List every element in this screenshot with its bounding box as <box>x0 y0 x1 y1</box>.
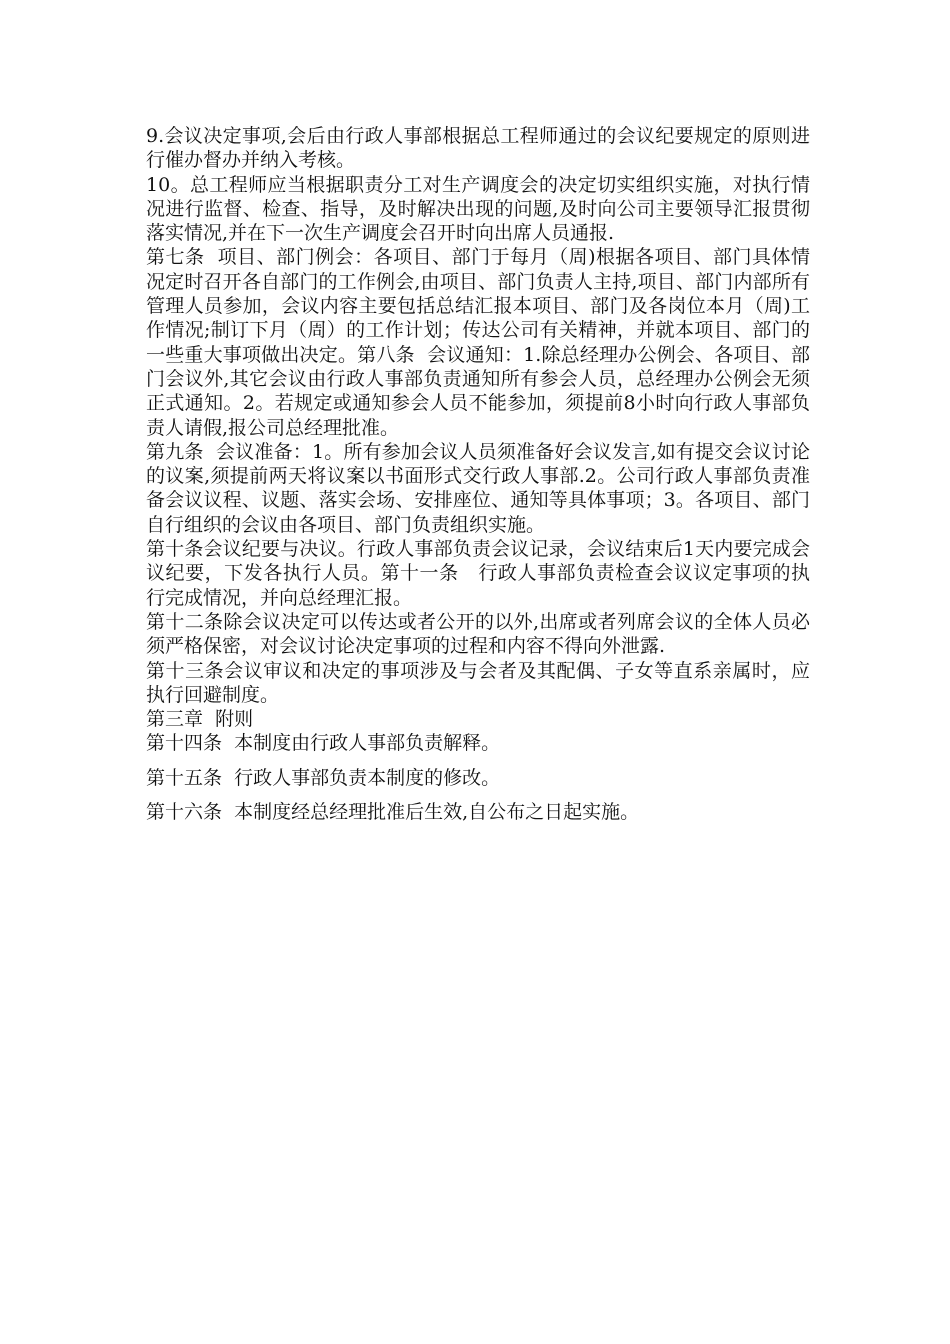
article-10-and-11: 第十条会议纪要与决议。行政人事部负责会议记录，会议结束后1天内要完成会议纪要，下发各执行人员。第十一条 行政人事部负责检查会议议定事项的执行完成情况，并向总经理汇报。 <box>146 538 810 609</box>
article-15: 第十五条 行政人事部负责本制度的修改。 <box>146 766 501 789</box>
paragraph-item-10: 10。总工程师应当根据职责分工对生产调度会的决定切实组织实施，对执行情况进行监督、检查、指导，及时解决出现的问题,及时向公司主要领导汇报贯彻落实情况,并在下一次生产调度会召开时向出席人员通报. <box>146 173 810 245</box>
article-9: 第九条 会议准备：1。所有参加会议人员须准备好会议发言,如有提交会议讨论的议案,须提前两天将议案以书面形式交行政人事部.2。公司行政人事部负责准备会议议程、议题、落实会场、安排座位、通知等具体事项；3。各项目、部门自行组织的会议由各项目、部门负责组织实施。 <box>146 440 810 536</box>
paragraph-item-9: 9.会议决定事项,会后由行政人事部根据总工程师通过的会议纪要规定的原则进行催办督办并纳入考核。 <box>146 125 810 172</box>
article-7-and-8: 第七条 项目、部门例会：各项目、部门于每月（周)根据各项目、部门具体情况定时召开各自部门的工作例会,由项目、部门负责人主持,项目、部门内部所有管理人员参加，会议内容主要包括总结汇报本项目、部门及各岗位本月（周)工作情况;制订下月（周）的工作计划；传达公司有关精神，并就本项目、部门的一些重大事项做出决定。第八条 会议通知：1.除总经理办公例会、各项目、部门会议外,其它会议由行政人事部负责通知所有参会人员，总经理办公例会无须正式通知。2。若规定或通知参会人员不能参加，须提前8小时向行政人事部负责人请假,报公司总经理批准。 <box>146 246 810 439</box>
article-12: 第十二条除会议决定可以传达或者公开的以外,出席或者列席会议的全体人员必须严格保密，对会议讨论决定事项的过程和内容不得向外泄露. <box>146 610 810 658</box>
document-body <box>146 124 810 824</box>
article-14: 第十四条 本制度由行政人事部负责解释。 <box>146 732 501 755</box>
article-16: 第十六条 本制度经总经理批准后生效,自公布之日起实施。 <box>146 801 640 824</box>
chapter-3-heading: 第三章 附则 <box>146 708 254 731</box>
article-13: 第十三条会议审议和决定的事项涉及与会者及其配偶、子女等直系亲属时，应执行回避制度。 <box>146 659 810 706</box>
